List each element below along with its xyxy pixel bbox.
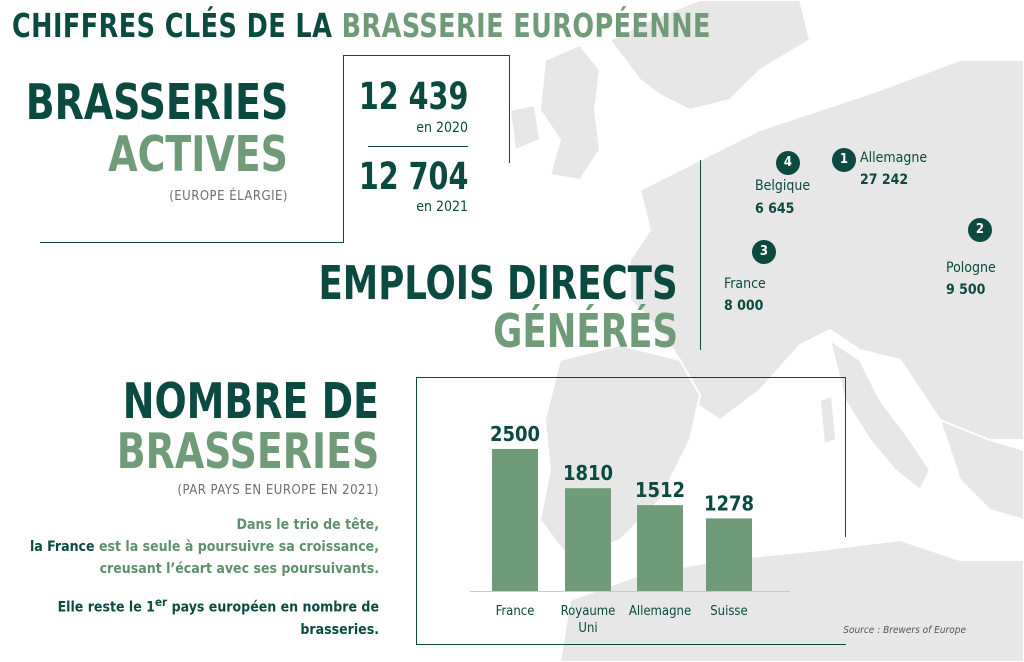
kpi-2020-value: 12 439 — [358, 75, 468, 118]
active-breweries-note: (EUROPE ÉLARGIE) — [169, 189, 288, 204]
country-name: Pologne — [946, 260, 996, 276]
divider-line — [700, 160, 701, 350]
category-label: Uni — [578, 621, 598, 636]
kpi-2021-value: 12 704 — [358, 155, 468, 198]
bar-chart — [418, 378, 848, 648]
title-part-1: CHIFFRES CLÉS DE LA — [12, 6, 333, 45]
bar-value-label: 2500 — [489, 422, 541, 446]
kpi-2020-label: en 2020 — [416, 120, 468, 136]
kpi-2021-label: en 2021 — [416, 199, 468, 215]
jobs-heading-line1: EMPLOIS DIRECTS — [318, 256, 678, 310]
text-line: brasseries. — [300, 621, 379, 638]
divider-line — [368, 146, 468, 147]
page-title — [12, 6, 711, 45]
text-bold: la France — [29, 539, 95, 555]
bar-suisse — [706, 518, 752, 591]
rank-marker: 2 — [968, 218, 992, 242]
text-line: creusant l’écart avec ses poursuivants. — [99, 561, 379, 577]
divider-line — [343, 55, 510, 56]
country-jobs-value: 27 242 — [860, 172, 909, 188]
text-line: Dans le trio de tête, — [236, 517, 379, 533]
brewery-count-heading-line2: BRASSERIES — [116, 423, 379, 480]
text-b: pays européen en nombre de — [167, 599, 379, 616]
text-a: Elle reste le 1 — [57, 599, 155, 616]
category-label: Allemagne — [628, 604, 692, 619]
source-note: Source : Brewers of Europe — [843, 625, 966, 636]
bar-value-label: 1278 — [703, 491, 755, 516]
country-jobs-value: 8 000 — [724, 298, 764, 314]
category-label: Royaume — [560, 604, 616, 619]
brewery-count-text-2 — [58, 591, 379, 641]
rank-marker: 1 — [832, 148, 856, 172]
chart-frame-line — [416, 377, 417, 645]
bar-royaume-uni — [565, 488, 611, 591]
category-label: Suisse — [710, 604, 748, 619]
rank-marker: 3 — [752, 240, 776, 264]
brewery-count-heading-line1: NOMBRE DE — [122, 373, 379, 430]
country-name: Allemagne — [860, 150, 928, 166]
bar-value-label: 1512 — [634, 478, 686, 503]
divider-line — [40, 242, 344, 243]
brewery-count-note: (PAR PAYS EN EUROPE EN 2021) — [177, 483, 379, 498]
country-jobs-value: 9 500 — [946, 282, 986, 298]
country-name: France — [724, 276, 766, 292]
bar-value-label: 1810 — [562, 461, 614, 486]
category-label: France — [495, 604, 535, 619]
bar-allemagne — [637, 505, 683, 591]
divider-line — [509, 55, 510, 163]
text-line — [58, 591, 379, 619]
brewery-count-text-1 — [30, 514, 379, 580]
active-breweries-heading-line2: ACTIVES — [108, 126, 288, 183]
text-sup: er — [154, 595, 168, 609]
text-rest: est la seule à poursuivre sa croissance, — [94, 539, 379, 555]
rank-marker: 4 — [776, 151, 800, 175]
text-line — [30, 536, 379, 558]
bar-france — [492, 449, 538, 591]
jobs-heading-line2: GÉNÉRÉS — [493, 304, 678, 358]
country-jobs-value: 6 645 — [755, 201, 795, 217]
title-part-2: BRASSERIE EUROPÉENNE — [341, 6, 711, 45]
divider-line — [343, 55, 344, 243]
active-breweries-heading-line1: BRASSERIES — [25, 74, 288, 131]
country-name: Belgique — [755, 178, 811, 194]
